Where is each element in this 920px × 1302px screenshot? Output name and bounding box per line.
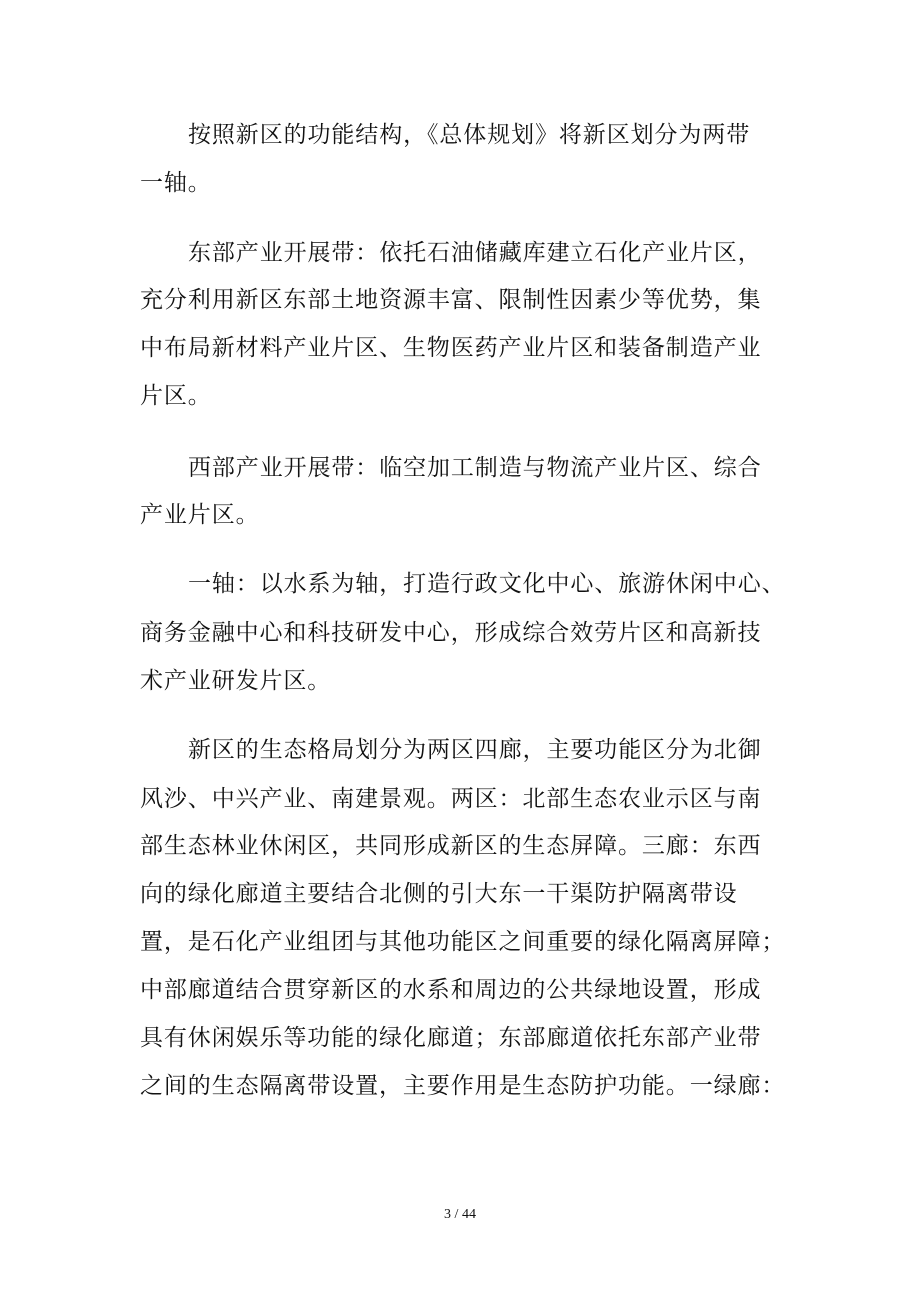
paragraph-5-line-6: 中部廊道结合贯穿新区的水系和周边的公共绿地设置，形成 (140, 977, 762, 1003)
page-separator: / (451, 1207, 462, 1222)
paragraph-5-line-5: 置，是石化产业组团与其他功能区之间重要的绿化隔离屏障； (140, 929, 786, 955)
paragraph-2-line-4: 片区。 (140, 383, 212, 409)
paragraph-5-line-1: 新区的生态格局划分为两区四廊，主要功能区分为北御 (188, 737, 762, 763)
paragraph-5-line-2: 风沙、中兴产业、南建景观。两区：北部生态农业示区与南 (140, 786, 762, 812)
paragraph-4-line-2: 商务金融中心和科技研发中心，形成综合效劳片区和高新技 (140, 620, 762, 646)
page-total: 44 (461, 1207, 476, 1222)
paragraph-4-line-3: 术产业研发片区。 (140, 668, 332, 694)
paragraph-3-line-2: 产业片区。 (140, 502, 260, 528)
page-current: 3 (444, 1207, 452, 1222)
paragraph-2-line-3: 中布局新材料产业片区、生物医药产业片区和装备制造产业 (140, 335, 762, 361)
page-number (0, 1206, 920, 1224)
paragraph-2-line-2: 充分利用新区东部土地资源丰富、限制性因素少等优势，集 (140, 287, 762, 313)
paragraph-5-line-7: 具有休闲娱乐等功能的绿化廊道；东部廊道依托东部产业带 (140, 1025, 762, 1051)
paragraph-5-line-3: 部生态林业休闲区，共同形成新区的生态屏障。三廊：东西 (140, 833, 762, 859)
paragraph-1-line-2: 一轴。 (140, 170, 212, 196)
paragraph-2-line-1: 东部产业开展带：依托石油储藏库建立石化产业片区， (188, 240, 762, 266)
paragraph-4-line-1: 一轴：以水系为轴，打造行政文化中心、旅游休闲中心、 (188, 571, 786, 597)
paragraph-3-line-1: 西部产业开展带：临空加工制造与物流产业片区、综合 (188, 455, 762, 481)
paragraph-1-line-1: 按照新区的功能结构，《总体规划》将新区划分为两带 (188, 122, 751, 148)
paragraph-5-line-8: 之间的生态隔离带设置，主要作用是生态防护功能。一绿廊： (140, 1073, 786, 1099)
paragraph-5-line-4: 向的绿化廊道主要结合北侧的引大东一干渠防护隔离带设 (140, 881, 738, 907)
